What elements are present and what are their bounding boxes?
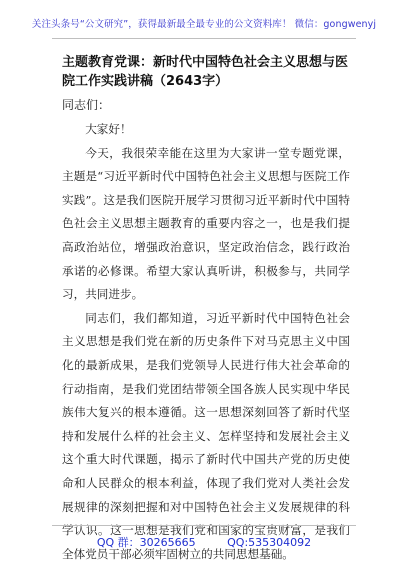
footer-qq: QQ:535304092 <box>227 536 312 549</box>
document-body <box>62 118 350 566</box>
paragraph: 大家好！ <box>85 122 132 136</box>
paragraph: 同志们，我们都知道，习近平新时代中国特色社会主义思想是我们党在新的历史条件下对马克思主义中国化的最新成果，是我们党领导人民进行伟大社会革命的行动指南，是我们党团结带领全国各族人民实现中华民族伟大复兴的根本遵循。这一思想深刻回答了新时代坚持和发展什么样的社会主义、怎样坚持和发展社会主义这个重大时代课题，揭示了新时代中国共产党的历史使命和人民群众的根本利益，体现了我们党对人类社会发展规律的深刻把握和对中国特色社会主义发展规律的科学认识。这一思想是我们党和国家的宝贵财富，是我们全体党员干部必须牢固树立的共同思想基础。 <box>62 310 350 561</box>
footer-qq-group: QQ 群：30265665 <box>96 536 196 549</box>
document-title: 主题教育党课：新时代中国特色社会主义思想与医院工作实践讲稿（2643字） <box>62 55 349 89</box>
paragraph: 今天，我很荣幸能在这里为大家讲一堂专题党课，主题是“习近平新时代中国特色社会主义思想与医院工作实践”。这是我们医院开展学习贯彻习近平新时代中国特色社会主义思想主题教育的重要内容之一，也是我们提高政治站位，增强政治意识，坚定政治信念，践行政治承诺的必修课。希望大家认真听讲，积极参与，共同学习，共同进步。 <box>62 145 350 302</box>
header-divider <box>52 38 356 39</box>
footer-divider <box>52 525 356 526</box>
footer-contact <box>0 534 408 550</box>
salutation: 同志们： <box>62 98 111 112</box>
header-banner: 关注头条号“公文研究”，获得最新最全最专业的公文资料库！ 微信：gongwenyj <box>31 19 377 30</box>
